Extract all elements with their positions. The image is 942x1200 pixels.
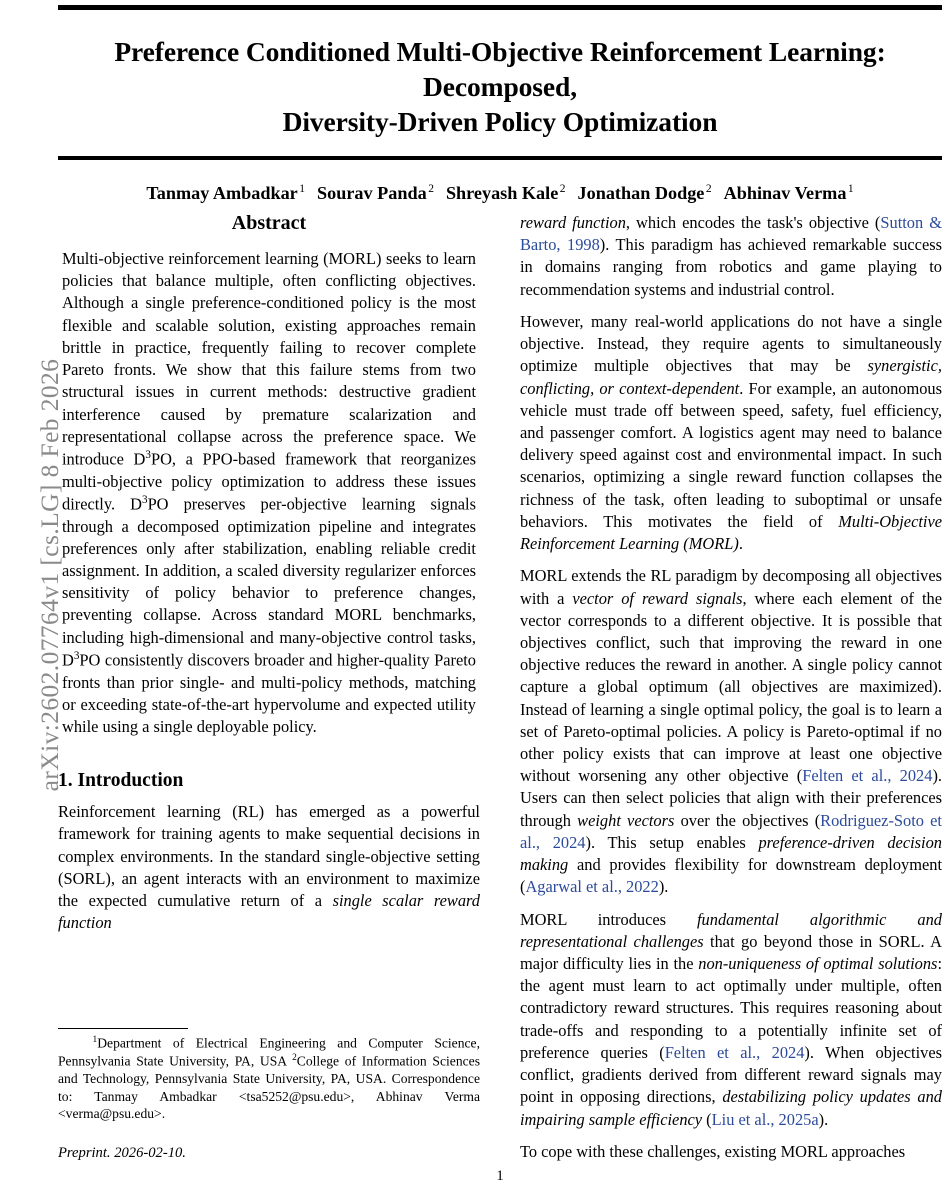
footnote-affiliation-2: College of Information Sciences and Technology, Pennsylvania State University, PA, USA. Correspondence to: Tanmay Ambadkar <tsa5252@psu.edu>, Abhinav Verma <verma@psu.edu>. [58,1053,480,1122]
author-list [58,182,942,206]
abstract-text-part-3: PO preserves per-objective learning signals through a decomposed optimization pipeline and integrates preferences only after stabilization, enabling reliable credit assignment. In addition, a scaled diversity regularizer enforces sensitivity of policy behavior to preference changes, preventing collapse. Across standard MORL benchmarks, including high-dimensional and many-objective control tasks, D [62,494,476,670]
para3-text-d: over the objectives ( [674,810,821,830]
superscript-three: 3 [145,448,151,461]
intro-text-a: Reinforcement learning (RL) has emerged as a powerful framework for training agents to make sequential decisions in complex environments. In the standard single-objective setting (SORL), an agent interacts with an environment to maximize the expected cumulative return of a [58,802,480,911]
para4-text-f: ). [818,1109,829,1129]
para4-text-c: : the agent must learn to act optimally under multiple, often contradictory reward structures. This requires reasoning about trade-offs and responding to a potentially infinite set of preference queries ( [520,954,942,1062]
two-column-body [58,212,942,1162]
para3-emphasis-weight-vectors: weight vectors [577,810,675,830]
para2-emphasis-synergistic: synergistic, conflicting, or context-dependent [520,356,942,398]
reward-function-italic: reward function [520,213,626,232]
para4-text-e: ( [702,1109,712,1129]
intro-paragraph-4 [520,909,942,1131]
author-affiliation-mark: 1 [847,182,854,195]
abstract-text-part-2: PO, a PPO-based framework that reorganizes multi-objective policy optimization to address these issues directly. D [62,449,476,514]
section-heading-introduction: 1. Introduction [58,770,184,792]
title-rule-bottom [58,156,942,160]
title-line-2: Diversity-Driven Policy Optimization [282,106,718,138]
footnote-mark-2: 2 [292,1053,297,1064]
para4-text-d: ). When objectives conflict, gradients derived from different reward signals may point in opposing directions, [520,1042,942,1107]
author-affiliation-mark: 2 [428,182,434,195]
arxiv-stamp-text: arXiv:2602.07764v1 [cs.LG] 8 Feb 2026 [35,358,64,792]
abstract-text-part-1: Multi-objective reinforcement learning (MORL) seeks to learn policies that balance multiple, often conflicting objectives. Although a single preference-conditioned policy is the most flexible and scalable solution, existing approaches remain brittle in practice, frequently failing to recover complete Pareto fronts. We show that this failure stems from two structural issues in current methods: destructive gradient interference caused by premature scalarization and representational collapse across the preference space. We introduce D [62,249,476,469]
para3-text-e: ). This setup enables [585,832,759,852]
page-number: 1 [496,1168,504,1184]
preprint-notice: Preprint. 2026-02-10. [58,1145,186,1161]
para2-emphasis-morl: Multi-Objective Reinforcement Learning (MORL) [520,511,942,554]
author-name: Shreyash Kale [445,182,559,203]
para3-text-f: and provides flexibility for downstream deployment ( [520,855,942,897]
author-affiliation-mark: 2 [705,182,712,195]
para3-emphasis-vector-reward: vector of reward signals [572,588,743,608]
author-affiliation-mark: 1 [299,182,306,195]
para3-text-c: ). Users can then select policies that align with their preferences through [520,766,942,830]
para4-text-b: that go beyond those in SORL. A major difficulty lies in the [520,931,942,973]
para4-emphasis-destabilizing: destabilizing policy updates and impairing sample efficiency [520,1087,942,1129]
superscript-three: 3 [141,493,148,506]
para4-text-a: MORL introduces [520,909,697,929]
abstract-heading: Abstract [231,212,307,234]
citation-liu-2025a[interactable]: Liu et al., 2025a [711,1109,819,1129]
paper-page [58,0,942,1200]
right-column [520,212,942,1162]
author-entry [146,183,305,203]
footnote-affiliations [58,1034,480,1123]
author-affiliation-mark: 2 [559,182,566,195]
para2-text-b: . For example, an autonomous vehicle must trade off between speed, safety, fuel efficiency, and passenger comfort. A logistics agent may need to balance delivery speed against cost and environmental impact. In such scenarios, optimizing a single reward function collapses the richness of the task, often leading to suboptimal or unsafe behaviors. This motivates the field of [520,378,942,531]
abstract-text-part-4: PO consistently discovers broader and higher-quality Pareto fronts than prior single- and multi-policy methods, matching or exceeding state-of-the-art hypervolume and expected utility while using a single deployable policy. [62,650,476,736]
para4-emphasis-fundamental-challenges: fundamental algorithmic and representational challenges [520,909,942,951]
footnote-block [58,1028,480,1162]
para3-text-b: , where each element of the vector corresponds to a different objective. It is possible that objectives conflict, such that improving the reward in one objective reduces the reward in another. A single policy cannot capture a global optimum (all objectives are maximized). Instead of learning a single optimal policy, the goal is to learn a set of Pareto-optimal policies. A policy is Pareto-optimal if no other policy exists that can improve at least one objective without worsening any other objective ( [520,588,942,786]
citation-rodriguez-soto-2024[interactable]: Rodriguez-Soto et al., 2024 [520,810,942,852]
intro-paragraph-3 [520,565,942,898]
superscript-three: 3 [73,649,80,662]
author-entry [317,183,434,203]
citation-agarwal-2022[interactable]: Agarwal et al., 2022 [525,877,659,897]
left-column [58,212,480,1162]
footnote-divider [58,1028,188,1030]
para3-emphasis-preference-driven: preference-driven decision making [520,832,942,875]
para3-text-a: MORL extends the RL paradigm by decomposing all objectives with a [520,566,942,608]
arxiv-stamp-container [0,0,64,1200]
author-entry [446,183,566,203]
author-name: Tanmay Ambadkar [146,182,298,203]
footnote-mark-1: 1 [92,1035,98,1046]
intro-text-c: ). This paradigm has achieved remarkable success in domains ranging from robotics and game playing to recommendation systems and industrial control. [520,235,942,299]
intro-emphasis-single-scalar-reward: single scalar reward function [58,891,480,933]
author-name: Jonathan Dodge [577,182,705,203]
para3-text-g: ). [658,877,669,897]
title-line-1: Preference Conditioned Multi-Objective Reinforcement Learning: Decomposed, [114,36,886,103]
author-name: Sourav Panda [317,182,427,203]
footnote-affiliation-1: Department of Electrical Engineering and Computer Science, Pennsylvania State University, PA, USA [58,1035,480,1069]
page-title [70,34,930,140]
intro-paragraph-5: To cope with these challenges, existing MORL approaches [520,1141,906,1161]
intro-paragraph-2 [520,311,942,555]
citation-sutton-barto[interactable]: Sutton & Barto, 1998 [520,213,942,255]
citation-felten-2024[interactable]: Felten et al., 2024 [802,766,933,786]
para2-text-c: . [738,534,743,554]
intro-paragraph-1-continued [520,212,942,301]
author-entry [724,183,854,203]
citation-felten-2024-second[interactable]: Felten et al., 2024 [664,1042,805,1062]
para2-text-a: However, many real-world applications do not have a single objective. Instead, they require agents to simultaneously optimize multiple objectives that may be [520,311,942,376]
para4-emphasis-non-uniqueness: non-uniqueness of optimal solutions [698,954,938,973]
abstract-paragraph [58,248,480,738]
intro-paragraph-1 [58,801,480,934]
author-name: Abhinav Verma [723,182,847,203]
author-entry [578,183,712,203]
intro-text-b: , which encodes the task's objective ( [625,213,881,232]
header-rule-top [58,5,942,10]
